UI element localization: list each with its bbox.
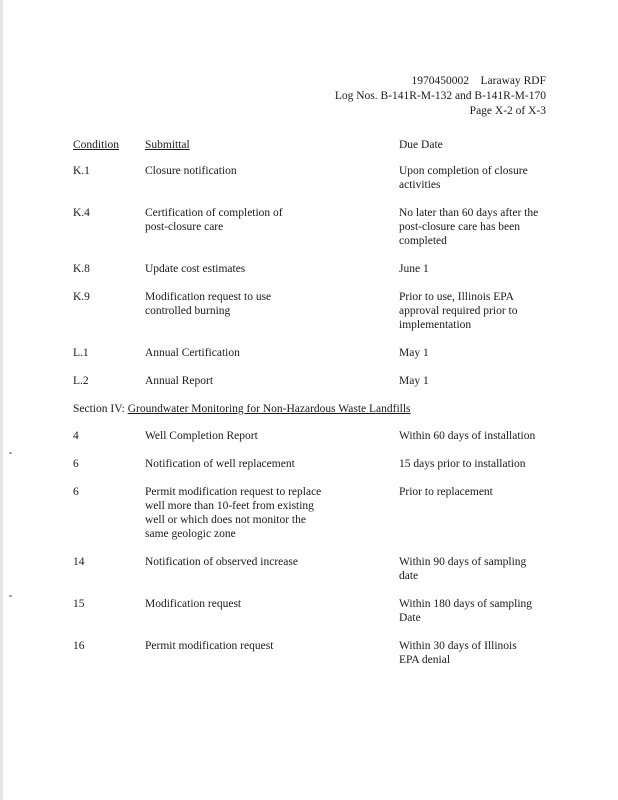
section-title: Groundwater Monitoring for Non-Hazardous Waste Landfills (127, 403, 411, 415)
submittal-cell: Update cost estimates (145, 263, 246, 275)
page-header (335, 74, 546, 119)
header-log-numbers: Log Nos. B-141R-M-132 and B-141R-M-170 (334, 90, 546, 102)
due-date-cell: 15 days prior to installation (399, 458, 526, 470)
submittal-cell: Permit modification request to replace well more than 10-feet from existing well or which does not monitor the same geologic zone (145, 486, 322, 540)
section-label: Section IV: (73, 403, 125, 415)
condition-cell: 4 (73, 430, 79, 442)
column-header-condition: Condition (73, 139, 120, 151)
condition-cell: 15 (73, 598, 85, 610)
condition-cell: L.2 (73, 375, 89, 387)
submittal-cell: Annual Certification (145, 347, 240, 359)
submittal-cell: Notification of well replacement (145, 458, 295, 470)
due-date-cell: May 1 (399, 347, 429, 359)
submittal-cell: Notification of observed increase (145, 556, 298, 568)
submittal-cell: Annual Report (145, 375, 214, 387)
column-header-submittal: Submittal (145, 139, 190, 151)
due-date-cell: Within 30 days of Illinois EPA denial (399, 640, 517, 666)
condition-cell: K.4 (73, 207, 90, 219)
column-header-due-date: Due Date (399, 139, 443, 151)
condition-cell: 6 (73, 486, 79, 498)
submittal-cell: Modification request (145, 598, 242, 610)
condition-cell: K.9 (73, 291, 90, 303)
scan-speck (9, 595, 12, 597)
due-date-cell: Within 60 days of installation (399, 430, 536, 442)
section-heading (73, 402, 411, 416)
due-date-cell: May 1 (399, 375, 429, 387)
due-date-cell: June 1 (399, 263, 429, 275)
submittal-cell: Closure notification (145, 165, 237, 177)
condition-cell: 6 (73, 458, 79, 470)
due-date-cell: Within 90 days of sampling date (399, 556, 527, 582)
condition-cell: K.8 (73, 263, 90, 275)
condition-cell: K.1 (73, 165, 90, 177)
submittal-cell: Modification request to use controlled burning (145, 291, 272, 317)
condition-cell: 16 (73, 640, 85, 652)
due-date-cell: Prior to use, Illinois EPA approval required prior to implementation (399, 291, 518, 331)
submittal-cell: Certification of completion of post-closure care (145, 207, 283, 233)
header-facility-id: 1970450002 Laraway RDF (411, 75, 546, 87)
condition-cell: 14 (73, 556, 85, 568)
submittal-cell: Well Completion Report (145, 430, 258, 442)
condition-cell: L.1 (73, 347, 89, 359)
scan-edge (0, 0, 3, 800)
header-page-number: Page X-2 of X-3 (469, 105, 546, 117)
due-date-cell: Within 180 days of sampling Date (399, 598, 533, 624)
scan-speck (9, 452, 12, 454)
due-date-cell: Upon completion of closure activities (399, 165, 528, 191)
due-date-cell: Prior to replacement (399, 486, 493, 498)
submittal-cell: Permit modification request (145, 640, 274, 652)
due-date-cell: No later than 60 days after the post-closure care has been completed (399, 207, 539, 247)
